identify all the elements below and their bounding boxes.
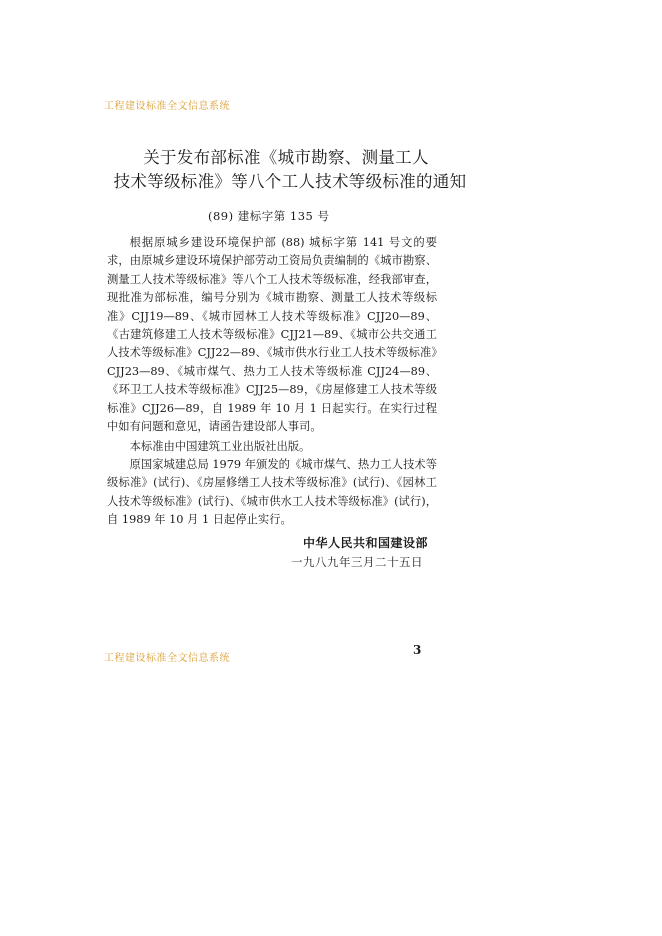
watermark-top: 工程建设标准全文信息系统: [104, 101, 230, 112]
document-title-line-1: 关于发布部标准《城市勘察、测量工人: [143, 148, 429, 167]
watermark-bottom: 工程建设标准全文信息系统: [104, 653, 230, 664]
body-paragraph: [107, 438, 437, 456]
document-number: (89) 建标字第 135 号: [208, 209, 330, 223]
paragraph-text: 本标准由中国建筑工业出版社出版。: [129, 440, 311, 453]
page-number: 3: [413, 643, 422, 657]
document-title-line-2: 技术等级标准》等八个工人技术等级标准的通知: [113, 172, 467, 191]
issuer-signature: 中华人民共和国建设部: [303, 536, 429, 550]
paragraph-text: 根据原城乡建设环境保护部 (88) 城标字第 141 号文的要求，由原城乡建设环境保护部劳动工资局负责编制的《城市勘察、测量工人技术等级标准》等八个工人技术等级标准，经我部审查，现批准为部标准，编号分别为《城市勘察、测量工人技术等级标准》CJJ19—89、《城市园林工人技术等级标准》CJJ20—89、《古建筑修建工人技术等级标准》CJJ21—89、《城市公共交通工人技术等级标准》CJJ22—89、《城市供水行业工人技术等级标准》CJJ23—89、《城市煤气、热力工人技术等级标准 CJJ24—89、《环卫工人技术等级标准》CJJ25—89，《房屋修建工人技术等级标准》CJJ26—89，自 1989 年 10 月 1 日起实行。在实行过程中如有问题和意见，请函告建设部人事司。: [107, 236, 437, 434]
body-paragraph: [107, 234, 437, 436]
paragraph-text: 原国家城建总局 1979 年颁发的《城市煤气、热力工人技术等级标准》(试行)、《房屋修缮工人技术等级标准》(试行)、《园林工人技术等级标准》(试行)、《城市供水工人技术等级标准》(试行)，自 1989 年 10 月 1 日起停止实行。: [107, 458, 437, 527]
issue-date: 一九八九年三月二十五日: [291, 555, 423, 569]
body-paragraph: [107, 456, 437, 530]
